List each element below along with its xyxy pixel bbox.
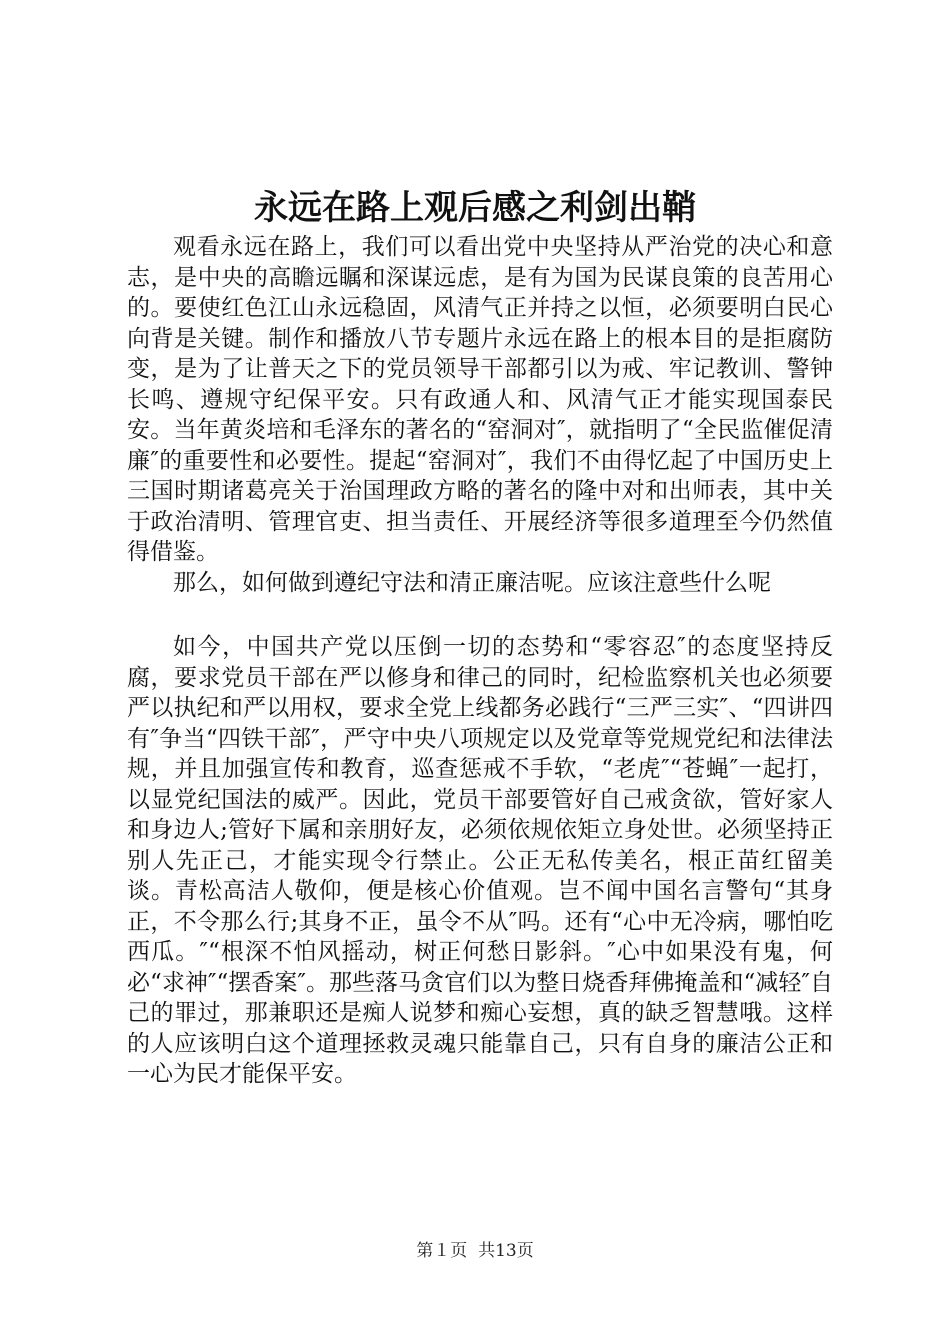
page-number: 第１页 (416, 1241, 468, 1261)
paragraph-3: 如今，中国共产党以压倒一切的态势和“零容忍″的态度坚持反腐，要求党员干部在严以修身和律己的同时，纪检监察机关也必须要严以执纪和严以用权，要求全党上线都务必践行“三严三实″、“四讲四有″争当“四铁干部″，严守中央八项规定以及党章等党规党纪和法律法规，并且加强宣传和教育，巡查惩戒不手软，“老虎″“苍蝇″一起打，以显党纪国法的威严。因此，党员干部要管好自己戒贪欲，管好家人和身边人;管好下属和亲朋好友，必须依规依矩立身处世。必须坚持正别人先正己，才能实现令行禁止。公正无私传美名，根正苗红留美谈。青松高洁人敬仰，便是核心价值观。岂不闻中国名言警句“其身正，不令那么行;其身不正，虽令不从″吗。还有“心中无冷病，哪怕吃西瓜。″“根深不怕风摇动，树正何愁日影斜。″心中如果没有鬼，何必“求神″“摆香案″。那些落马贪官们以为整日烧香拜佛掩盖和“减轻″自己的罪过，那兼职还是痴人说梦和痴心妄想，真的缺乏智慧哦。这样的人应该明白这个道理拯救灵魂只能靠自己，只有自身的廉洁公正和一心为民才能保平安。 (127, 634, 833, 1087)
document-body (127, 232, 833, 1090)
paragraph-2: 那么，如何做到遵纪守法和清正廉洁呢。应该注意些什么呢 (173, 569, 771, 596)
page-total: 共13页 (478, 1241, 534, 1261)
paragraph-spacer (127, 598, 833, 632)
page-footer (0, 1240, 950, 1262)
paragraph-1: 观看永远在路上，我们可以看出党中央坚持从严治党的决心和意志，是中央的高瞻远瞩和深谋远虑，是有为国为民谋良策的良苦用心的。要使红色江山永远稳固，风清气正并持之以恒，必须要明白民心向背是关键。制作和播放八节专题片永远在路上的根本目的是拒腐防变，是为了让普天之下的党员领导干部都引以为戒、牢记教训、警钟长鸣、遵规守纪保平安。只有政通人和、风清气正才能实现国泰民安。当年黄炎培和毛泽东的著名的“窑洞对″，就指明了“全民监催促清廉″的重要性和必要性。提起“窑洞对″，我们不由得忆起了中国历史上三国时期诸葛亮关于治国理政方略的著名的隆中对和出师表，其中关于政治清明、管理官吏、担当责任、开展经济等很多道理至今仍然值得借鉴。 (127, 234, 833, 565)
document-title: 永远在路上观后感之利剑出鞘 (254, 188, 696, 228)
